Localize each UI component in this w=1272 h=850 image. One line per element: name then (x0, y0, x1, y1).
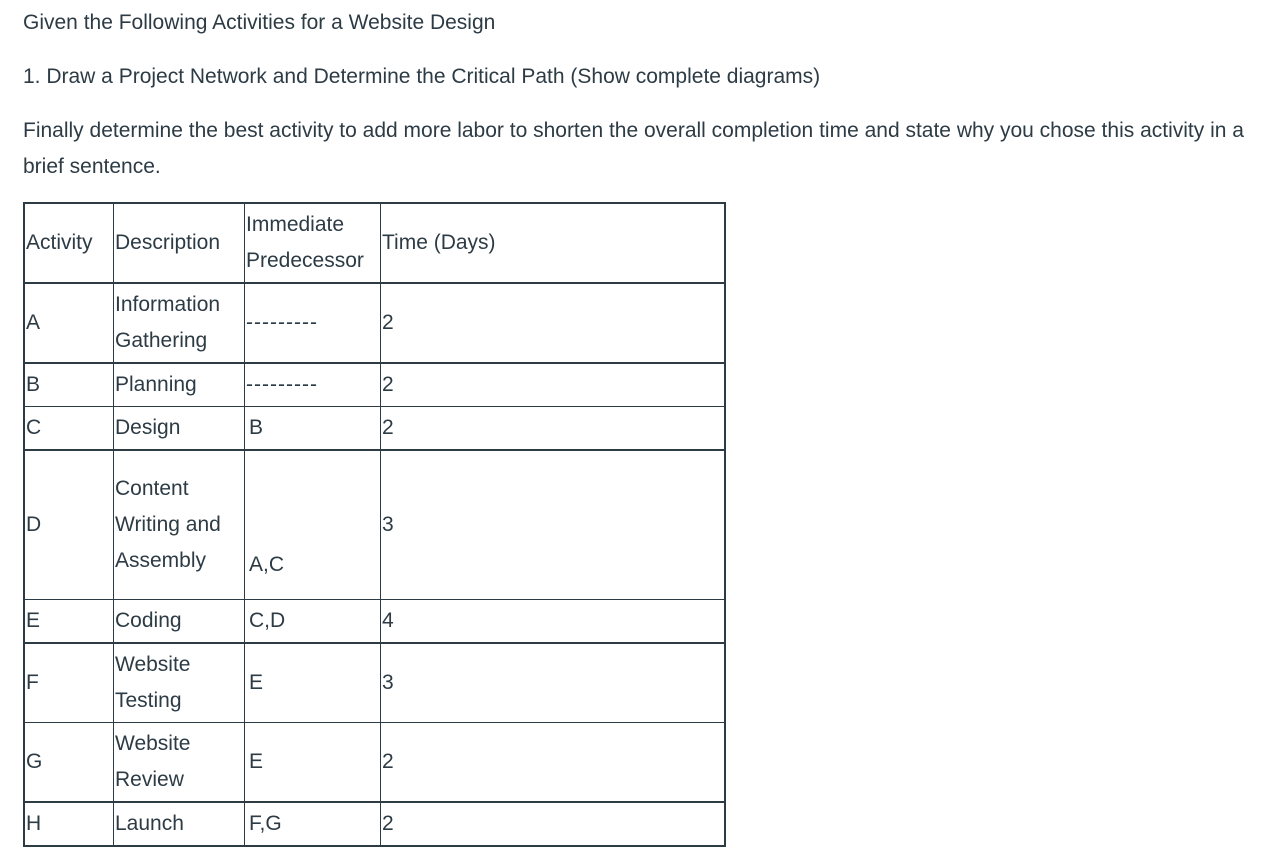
table-row (24, 363, 725, 407)
table-header-row (24, 203, 725, 283)
cell-predecessor: --------- (245, 363, 381, 407)
activities-table (23, 202, 726, 847)
cell-predecessor: C,D (245, 600, 381, 644)
cell-predecessor: A,C (245, 450, 381, 600)
table-row (24, 450, 725, 600)
table-row (24, 600, 725, 644)
cell-time: 3 (381, 643, 726, 723)
cell-description: Coding (114, 600, 245, 644)
cell-description: Planning (114, 363, 245, 407)
cell-activity: F (24, 643, 114, 723)
cell-time: 2 (381, 283, 726, 363)
question-one: 1. Draw a Project Network and Determine the Critical Path (Show complete diagrams) (23, 65, 821, 88)
final-instruction: Finally determine the best activity to add more labor to shorten the overall completion time and state why you chose this activity in a brief sentence. (23, 119, 1244, 178)
cell-description: Website Testing (114, 643, 245, 723)
cell-time: 2 (381, 723, 726, 803)
cell-description: Content Writing and Assembly (114, 450, 245, 600)
cell-predecessor: E (245, 643, 381, 723)
header-description: Description (114, 203, 245, 283)
table-row (24, 802, 725, 846)
cell-description: Design (114, 407, 245, 451)
document-title: Given the Following Activities for a Website Design (23, 11, 496, 34)
cell-description: Information Gathering (114, 283, 245, 363)
cell-predecessor: F,G (245, 802, 381, 846)
cell-activity: E (24, 600, 114, 644)
cell-predecessor: --------- (245, 283, 381, 363)
table-row (24, 643, 725, 723)
cell-activity: D (24, 450, 114, 600)
cell-time: 3 (381, 450, 726, 600)
cell-activity: C (24, 407, 114, 451)
cell-activity: A (24, 283, 114, 363)
table-row (24, 283, 725, 363)
table-row (24, 407, 725, 451)
cell-activity: B (24, 363, 114, 407)
cell-activity: G (24, 723, 114, 803)
header-predecessor: Immediate Predecessor (245, 203, 381, 283)
cell-description: Launch (114, 802, 245, 846)
cell-activity: H (24, 802, 114, 846)
cell-time: 2 (381, 802, 726, 846)
table-row (24, 723, 725, 803)
cell-predecessor: B (245, 407, 381, 451)
cell-time: 2 (381, 363, 726, 407)
cell-description: Website Review (114, 723, 245, 803)
header-time: Time (Days) (381, 203, 726, 283)
cell-time: 2 (381, 407, 726, 451)
cell-predecessor: E (245, 723, 381, 803)
header-activity: Activity (24, 203, 114, 283)
cell-time: 4 (381, 600, 726, 644)
